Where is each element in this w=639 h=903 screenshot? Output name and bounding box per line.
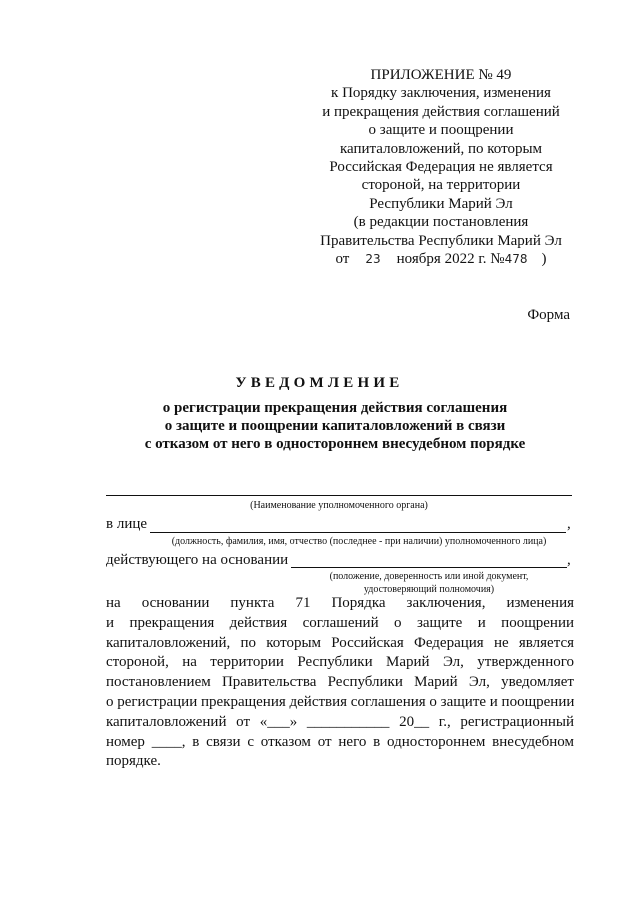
body-line: стороной, на территории Республики Марий Эл, утвержденного: [106, 654, 574, 671]
in-person-label: в лице: [106, 516, 148, 532]
appendix-date-line: [300, 250, 582, 268]
appendix-line: к Порядку заключения, изменения: [331, 85, 551, 102]
body-line: о регистрации прекращения действия соглашения о защите и поощрении: [106, 693, 575, 710]
appendix-line: о защите и поощрении: [368, 122, 514, 139]
date-suffix: ): [541, 251, 547, 268]
notice-subtitle: [60, 399, 610, 454]
subtitle-line: о регистрации прекращения действия соглашения: [162, 400, 508, 416]
appendix-line: Российская Федерация не является: [329, 159, 553, 176]
date-month-year: ноября 2022 г. №: [396, 251, 505, 268]
date-number: 478: [504, 252, 528, 267]
form-label: Форма: [527, 307, 570, 323]
appendix-title: ПРИЛОЖЕНИЕ № 49: [370, 67, 512, 83]
appendix-line: капиталовложений, по которым: [339, 140, 543, 157]
basis-field[interactable]: [291, 567, 567, 568]
organ-caption: (Наименование уполномоченного органа): [250, 500, 428, 511]
basis-caption-1: (положение, доверенность или иной документ,: [329, 571, 529, 582]
date-day: 23: [365, 252, 381, 267]
subtitle-line: с отказом от него в одностороннем внесудебном порядке: [144, 436, 526, 453]
appendix-line: Республики Марий Эл: [369, 195, 513, 212]
appendix-line: (в редакции постановления: [353, 214, 529, 231]
appendix-line: и прекращения действия соглашений: [322, 103, 560, 120]
notice-title: УВЕДОМЛЕНИЕ: [235, 375, 404, 391]
body-line: капиталовложений от «___» ___________ 20__ г., регистрационный: [106, 713, 574, 730]
appendix-header: [300, 66, 582, 268]
notice-body: [106, 594, 574, 772]
body-line: номер ____, в связи с отказом от него в одностороннем внесудебном: [106, 733, 574, 750]
body-line: на основании пункта 71 Порядка заключения, изменения: [106, 595, 574, 611]
acting-basis-label: действующего на основании: [106, 552, 289, 568]
appendix-line: Правительства Республики Марий Эл: [320, 232, 562, 249]
body-line: капиталовложений, по которым Российская Федерация не является: [106, 634, 574, 651]
person-caption: (должность, фамилия, имя, отчество (последнее - при наличии) уполномоченного лица): [171, 536, 547, 547]
date-prefix: от: [335, 251, 350, 268]
body-line: порядке.: [106, 753, 161, 770]
comma: ,: [567, 516, 571, 532]
organ-name-field[interactable]: [106, 495, 572, 496]
comma: ,: [567, 552, 571, 568]
appendix-line: стороной, на территории: [361, 177, 521, 194]
basis-caption-2: удостоверяющий полномочия): [363, 584, 495, 595]
body-line: постановлением Правительства Республики Марий Эл, уведомляет: [106, 674, 574, 691]
subtitle-line: о защите и поощрении капиталовложений в связи: [164, 418, 506, 435]
body-line: и прекращения действия соглашений о защите и поощрении: [106, 614, 574, 631]
person-field[interactable]: [150, 532, 566, 533]
